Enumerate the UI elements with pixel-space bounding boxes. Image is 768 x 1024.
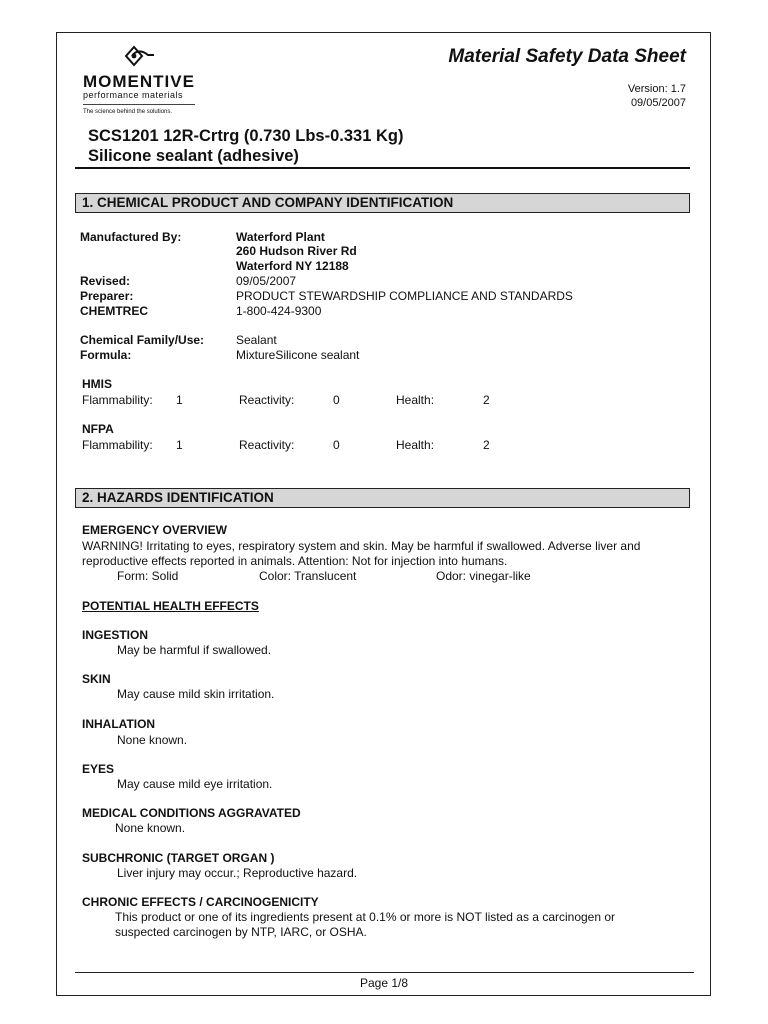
nfpa-reactivity-value: 0	[333, 438, 340, 452]
title-divider	[75, 167, 690, 169]
nfpa-title: NFPA	[82, 422, 114, 436]
formula-value: MixtureSilicone sealant	[236, 348, 360, 362]
version-block	[628, 82, 686, 110]
skin-title: SKIN	[82, 672, 111, 686]
chemical-family-label: Chemical Family/Use:	[80, 333, 205, 347]
chemtrec-label: CHEMTREC	[80, 304, 148, 318]
version-number: Version: 1.7	[627, 83, 686, 95]
hmis-health-label: Health:	[396, 393, 435, 407]
hmis-flammability-value: 1	[176, 393, 183, 407]
nfpa-reactivity-label: Reactivity:	[239, 438, 295, 452]
nfpa-health-value: 2	[483, 438, 490, 452]
ingestion-text: May be harmful if swallowed.	[117, 643, 272, 657]
color-value: Color: Translucent	[259, 569, 357, 583]
manufactured-by-label: Manufactured By:	[80, 230, 182, 244]
revised-date: 09/05/2007	[236, 274, 297, 288]
manufacturer-street: 260 Hudson River Rd	[236, 244, 357, 258]
footer-divider	[75, 972, 694, 973]
nfpa-flammability-label: Flammability:	[82, 438, 153, 452]
version-date: 09/05/2007	[630, 97, 686, 109]
subchronic-title: SUBCHRONIC (TARGET ORGAN )	[82, 851, 275, 865]
nfpa-flammability-value: 1	[176, 438, 183, 452]
formula-label: Formula:	[80, 348, 132, 362]
eyes-text: May cause mild eye irritation.	[117, 777, 273, 791]
form-value: Form: Solid	[117, 569, 179, 583]
inhalation-title: INHALATION	[82, 717, 156, 731]
chemtrec-phone: 1-800-424-9300	[236, 304, 322, 318]
brand-tagline: The science behind the solutions.	[83, 109, 173, 115]
manufacturer-city: Waterford NY 12188	[236, 259, 349, 273]
hmis-reactivity-value: 0	[333, 393, 340, 407]
brand-name: MOMENTIVE	[83, 72, 195, 91]
eyes-title: EYES	[82, 762, 115, 776]
preparer-value: PRODUCT STEWARDSHIP COMPLIANCE AND STANDARDS	[236, 289, 573, 303]
medical-conditions-title: MEDICAL CONDITIONS AGGRAVATED	[82, 806, 301, 820]
skin-text: May cause mild skin irritation.	[117, 687, 275, 701]
momentive-logo-icon	[120, 42, 156, 70]
section-2-heading: 2. HAZARDS IDENTIFICATION	[75, 488, 690, 508]
document-title: Material Safety Data Sheet	[448, 46, 686, 67]
brand-divider	[83, 104, 195, 105]
nfpa-health-label: Health:	[396, 438, 435, 452]
emergency-overview-title: EMERGENCY OVERVIEW	[82, 523, 227, 537]
chronic-effects-title: CHRONIC EFFECTS / CARCINOGENICITY	[82, 895, 319, 909]
ingestion-title: INGESTION	[82, 628, 149, 642]
manufacturer-name: Waterford Plant	[236, 230, 325, 244]
revised-label: Revised:	[80, 274, 131, 288]
hmis-flammability-label: Flammability:	[82, 393, 153, 407]
chemical-family-value: Sealant	[236, 333, 277, 347]
product-description: Silicone sealant (adhesive)	[88, 147, 299, 165]
potential-health-effects-title: POTENTIAL HEALTH EFFECTS	[82, 599, 259, 613]
section-1-heading: 1. CHEMICAL PRODUCT AND COMPANY IDENTIFICATION	[75, 193, 690, 213]
product-name: SCS1201 12R-Crtrg (0.730 Lbs-0.331 Kg)	[88, 127, 404, 145]
preparer-label: Preparer:	[80, 289, 134, 303]
chronic-effects-line-2: suspected carcinogen by NTP, IARC, or OSHA.	[115, 925, 367, 939]
page-number: Page 1/8	[359, 976, 409, 990]
brand-subtitle: performance materials	[83, 90, 184, 100]
odor-value: Odor: vinegar-like	[436, 569, 531, 583]
hmis-title: HMIS	[82, 377, 112, 391]
inhalation-text: None known.	[117, 733, 188, 747]
product-title	[88, 126, 403, 166]
emergency-overview-line-2: reproductive effects reported in animals. Attention: Not for injection into humans.	[82, 554, 508, 568]
chronic-effects-line-1: This product or one of its ingredients present at 0.1% or more is NOT listed as a carcinogen or	[115, 910, 616, 924]
hmis-reactivity-label: Reactivity:	[239, 393, 295, 407]
hmis-health-value: 2	[483, 393, 490, 407]
emergency-overview-line-1: WARNING! Irritating to eyes, respiratory system and skin. May be harmful if swallowed. Adverse liver and	[82, 539, 641, 553]
medical-conditions-text: None known.	[115, 821, 186, 835]
subchronic-text: Liver injury may occur.; Reproductive hazard.	[117, 866, 358, 880]
